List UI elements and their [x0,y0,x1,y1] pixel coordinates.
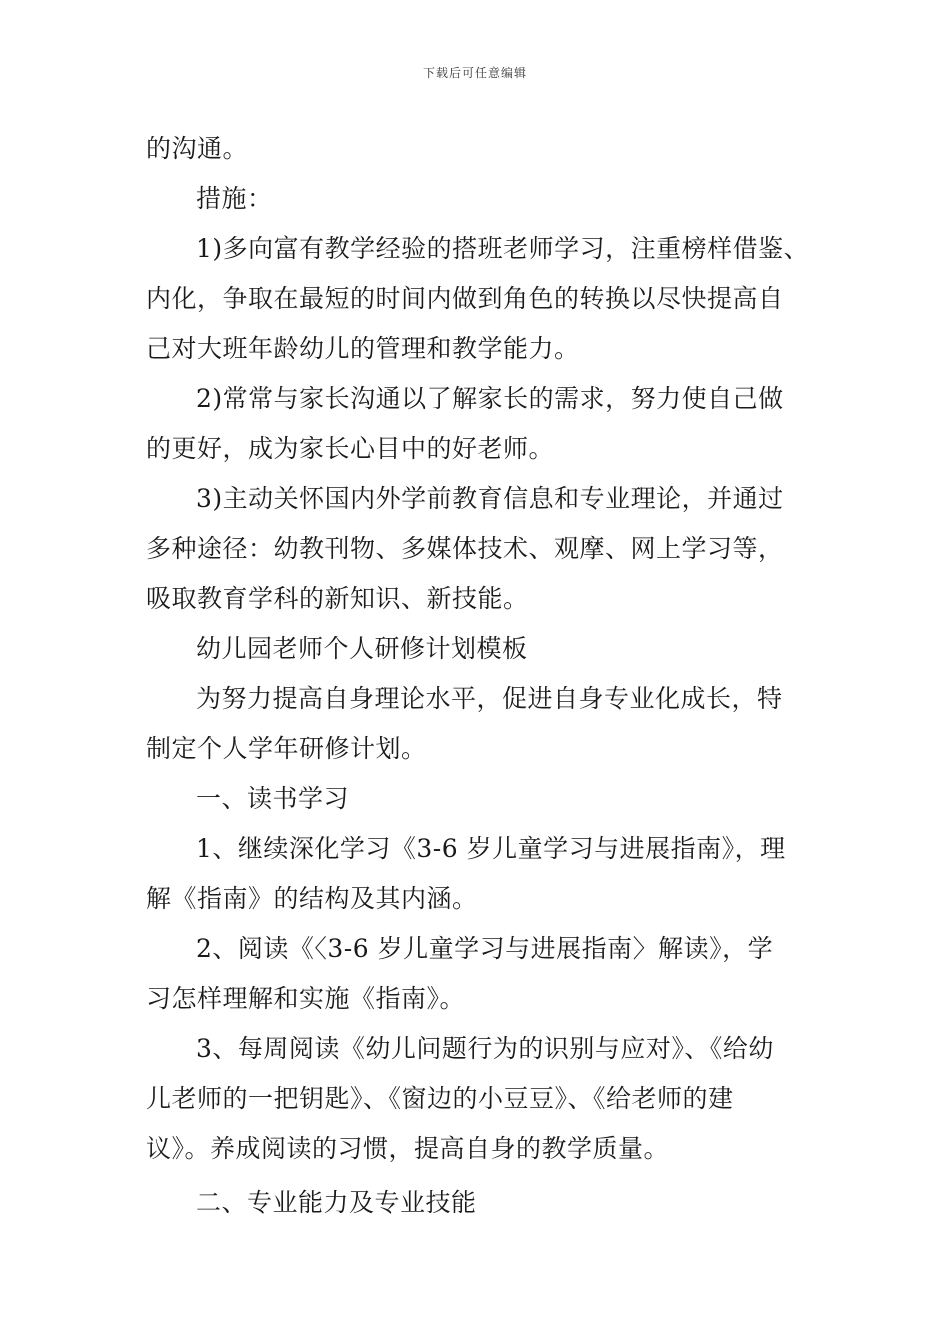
text-line: 多种途径：幼教刊物、多媒体技术、观摩、网上学习等， [146,534,784,563]
section-title: 幼儿园老师个人研修计划模板 [196,634,528,663]
text-line: 解《指南》的结构及其内涵。 [146,884,478,913]
text-line: 2)常常与家长沟通以了解家长的需求，努力使自己做 [196,384,784,413]
page-header: 下载后可任意编辑 [422,66,527,80]
section-heading: 二、专业能力及专业技能 [196,1188,477,1217]
text-line: 3、每周阅读《幼儿问题行为的识别与应对》、《给幼 [196,1034,774,1063]
text-line: 吸取教育学科的新知识、新技能。 [146,584,529,613]
document-body [146,124,826,1228]
text-line: 儿老师的一把钥匙》、《窗边的小豆豆》、《给老师的建 [146,1084,734,1113]
text-line: 3)主动关怀国内外学前教育信息和专业理论，并通过 [196,484,784,513]
text-line: 为努力提高自身理论水平，促进自身专业化成长，特 [196,684,783,713]
text-line: 1、继续深化学习《3-6 岁儿童学习与进展指南》，理 [196,834,786,863]
text-line: 制定个人学年研修计划。 [146,734,427,763]
text-line: 2、阅读《〈3-6 岁儿童学习与进展指南〉解读》，学 [196,934,774,963]
text-line: 己对大班年龄幼儿的管理和教学能力。 [146,334,580,363]
section-heading: 一、读书学习 [196,784,350,813]
text-line: 1)多向富有教学经验的搭班老师学习，注重榜样借鉴、 [196,234,810,263]
text-line: 的更好，成为家长心目中的好老师。 [146,434,555,463]
text-line: 内化，争取在最短的时间内做到角色的转换以尽快提高自 [146,284,784,313]
text-line: 措施： [196,184,273,213]
text-line: 的沟通。 [146,134,249,163]
text-line: 习怎样理解和实施《指南》。 [146,984,466,1013]
text-line: 议》。养成阅读的习惯，提高自身的教学质量。 [146,1134,670,1163]
